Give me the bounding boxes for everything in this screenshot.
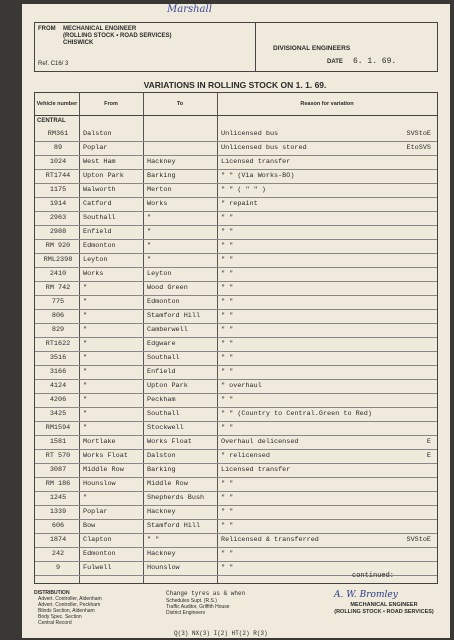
table-row — [35, 295, 437, 310]
reason-cell: " " (Country to Central.Green to Red) — [221, 410, 372, 418]
reason-cell: " " — [221, 256, 234, 264]
reason-cell: " " — [221, 312, 234, 320]
table-row — [35, 463, 437, 478]
distribution-item: Blinds Section, Aldenham — [38, 608, 95, 614]
vehicle-number: 2963 — [49, 214, 67, 222]
vehicle-number: 775 — [51, 298, 65, 306]
from-cell: Fulwell — [83, 564, 112, 572]
reason-cell: " repaint — [221, 200, 258, 208]
vehicle-number: 1175 — [49, 186, 67, 194]
org-line: (ROLLING STOCK • ROAD SERVICES) — [63, 33, 172, 39]
distribution-item: Advert. Controller, Aldenham — [38, 596, 102, 602]
table-row — [35, 253, 437, 268]
reason-cell: " " — [221, 494, 234, 502]
from-cell: Catford — [83, 200, 112, 208]
reason-cell: Licensed transfer — [221, 158, 291, 166]
reason-cell: " " — [221, 354, 234, 362]
from-label: FROM — [38, 26, 56, 32]
to-cell: Merton — [147, 186, 172, 194]
table-row — [35, 169, 437, 184]
vehicle-number: 3516 — [49, 354, 67, 362]
header-from-block — [35, 23, 256, 71]
schedule-item: Schedules Supt. (R.S.) — [166, 598, 217, 604]
table-row — [35, 267, 437, 282]
vehicle-number: 3425 — [49, 410, 67, 418]
from-cell: " — [83, 298, 88, 306]
from-cell: Poplar — [83, 144, 108, 152]
distribution-item: Body Spec. Section — [38, 614, 82, 620]
to-cell: Edmonton — [147, 298, 180, 306]
distribution-item: Central Record — [38, 620, 72, 626]
table-row — [35, 393, 437, 408]
signoff-block — [334, 602, 434, 616]
from-cell: " — [83, 340, 88, 348]
org-line: CHISWICK — [63, 40, 94, 46]
from-cell: Dalston — [83, 130, 112, 138]
distribution-label: DISTRIBUTION — [34, 590, 70, 596]
from-cell: Walworth — [83, 186, 116, 194]
vehicle-number: 4206 — [49, 396, 67, 404]
table-row — [35, 281, 437, 296]
table-row — [35, 183, 437, 198]
status-tag: EtoSVS — [406, 144, 431, 152]
vehicle-number: 806 — [51, 312, 65, 320]
vehicle-number: 1024 — [49, 158, 67, 166]
status-tag: E — [426, 438, 431, 446]
table-row — [35, 323, 437, 338]
table-row — [35, 225, 437, 240]
to-cell: " — [147, 256, 152, 264]
table-row — [35, 337, 437, 352]
from-cell: " — [83, 494, 88, 502]
vehicle-number: 829 — [51, 326, 65, 334]
vehicle-number: 2988 — [49, 228, 67, 236]
reason-cell: " " — [221, 242, 234, 250]
vehicle-number: 1914 — [49, 200, 67, 208]
to-cell: Stamford Hill — [147, 522, 201, 530]
from-cell: " — [83, 312, 88, 320]
reason-cell: " " (Via Works-BO) — [221, 172, 295, 180]
table-header — [35, 93, 437, 116]
to-cell: Hackney — [147, 508, 176, 516]
reason-cell: " relicensed — [221, 452, 270, 460]
from-cell: Middle Row — [83, 466, 124, 474]
reason-cell: " " — [221, 480, 234, 488]
date-value: 6. 1. 69. — [353, 57, 397, 66]
from-cell: Upton Park — [83, 172, 124, 180]
reason-cell: " " — [221, 284, 234, 292]
table-row — [35, 197, 437, 212]
reason-cell: " " — [221, 564, 234, 572]
from-cell: Edmonton — [83, 550, 116, 558]
tyres-note: Change tyres as & when — [166, 590, 246, 597]
table-row — [35, 407, 437, 422]
col-header-to: To — [176, 101, 184, 107]
table-row — [35, 421, 437, 436]
reason-cell: " " — [221, 298, 234, 306]
header-box — [34, 22, 438, 72]
reason-cell: " " — [221, 270, 234, 278]
col-header-from: From — [104, 101, 118, 107]
vehicle-number: 1339 — [49, 508, 67, 516]
to-cell: " — [147, 228, 152, 236]
section-heading: CENTRAL — [37, 118, 66, 124]
org-line: MECHANICAL ENGINEER — [63, 26, 137, 32]
vehicle-number: RT1622 — [45, 340, 71, 348]
vehicle-number: 4124 — [49, 382, 67, 390]
from-cell: " — [83, 396, 88, 404]
to-cell: " — [147, 242, 152, 250]
vehicle-number: 1874 — [49, 536, 67, 544]
recipient-department: DIVISIONAL ENGINEERS — [273, 45, 351, 52]
table-row — [35, 351, 437, 366]
distribution-item: Advert. Controller, Peckham — [38, 602, 101, 608]
to-cell: Works Float — [147, 438, 192, 446]
from-cell: Bow — [83, 522, 96, 530]
table-row — [35, 435, 437, 450]
from-cell: Leyton — [83, 256, 108, 264]
vehicle-number: RM 742 — [45, 284, 71, 292]
to-cell: Hackney — [147, 550, 176, 558]
to-cell: " — [147, 214, 152, 222]
footer — [34, 590, 436, 636]
continued-note: continued: — [352, 572, 395, 580]
to-cell: Stamford Hill — [147, 312, 201, 320]
to-cell: Dalston — [147, 452, 176, 460]
distribution-list — [38, 596, 102, 626]
vehicle-number: 242 — [51, 550, 65, 558]
schedule-item: District Engineers — [166, 610, 206, 616]
schedule-item: Traffic Auditor, Griffith House — [166, 604, 230, 610]
from-cell: Works Float — [83, 452, 128, 460]
to-cell: Southall — [147, 410, 180, 418]
reason-cell: Unlicensed bus — [221, 130, 279, 138]
reason-cell: " " — [221, 228, 234, 236]
schedule-list — [166, 598, 230, 616]
from-cell: " — [83, 368, 88, 376]
from-cell: " — [83, 354, 88, 362]
vehicle-number: 606 — [51, 522, 65, 530]
vehicle-number: 9 — [55, 564, 61, 572]
vehicle-number: RML2398 — [43, 256, 73, 264]
from-cell: " — [83, 382, 88, 390]
to-cell: Middle Row — [147, 480, 188, 488]
reason-cell: " " — [221, 340, 234, 348]
org-name — [63, 26, 172, 47]
reason-cell: " " — [221, 550, 234, 558]
status-tag: SVStoE — [406, 130, 431, 138]
table-row — [35, 309, 437, 324]
reason-cell: Overhaul delicensed — [221, 438, 299, 446]
from-cell: Mortlake — [83, 438, 116, 446]
vehicle-number: RM 186 — [45, 480, 71, 488]
table-row — [35, 379, 437, 394]
handwritten-annotation: Marshall — [167, 4, 212, 15]
to-cell: Hounslow — [147, 564, 180, 572]
table-row — [35, 491, 437, 506]
table-row — [35, 127, 437, 142]
table-row — [35, 239, 437, 254]
reason-cell: " " — [221, 396, 234, 404]
signoff-line: (ROLLING STOCK • ROAD SERVICES) — [334, 609, 434, 615]
from-cell: Works — [83, 270, 104, 278]
signoff-line: MECHANICAL ENGINEER — [350, 602, 418, 608]
table-row — [35, 533, 437, 548]
reason-cell: " " — [221, 214, 234, 222]
from-cell: Edmonton — [83, 242, 116, 250]
from-cell: Hounslow — [83, 480, 116, 488]
table-row — [35, 141, 437, 156]
to-cell: " " — [147, 536, 160, 544]
reason-cell: " " — [221, 326, 234, 334]
to-cell: Enfield — [147, 368, 176, 376]
from-cell: Clapton — [83, 536, 112, 544]
from-cell: Poplar — [83, 508, 108, 516]
document-sheet — [22, 4, 450, 638]
vehicle-number: 89 — [53, 144, 63, 152]
to-cell: Barking — [147, 172, 176, 180]
to-cell: Upton Park — [147, 382, 188, 390]
date-label: DATE — [327, 59, 343, 65]
from-cell: " — [83, 410, 88, 418]
table-row — [35, 365, 437, 380]
status-tag: E — [426, 452, 431, 460]
from-cell: Enfield — [83, 228, 112, 236]
from-cell: " — [83, 284, 88, 292]
table-row — [35, 519, 437, 534]
vehicle-number: 3166 — [49, 368, 67, 376]
from-cell: Southall — [83, 214, 116, 222]
reason-cell: " overhaul — [221, 382, 262, 390]
table-row — [35, 547, 437, 562]
vehicle-number: RM1594 — [45, 424, 71, 432]
distribution-codes: Q(3) NX(3) I(2) HT(2) R(3) — [174, 630, 268, 637]
reason-cell: " " ( " " ) — [221, 186, 266, 194]
status-tag: SVStoE — [406, 536, 431, 544]
signature: A. W. Bromley — [334, 590, 398, 600]
table-row — [35, 211, 437, 226]
table-row — [35, 449, 437, 464]
from-cell: West Ham — [83, 158, 116, 166]
col-header-reason: Reason for variation — [300, 101, 354, 107]
to-cell: Works — [147, 200, 168, 208]
vehicle-number: RM361 — [47, 130, 69, 138]
table-row — [35, 155, 437, 170]
from-cell: " — [83, 326, 88, 334]
reason-cell: Unlicensed bus stored — [221, 144, 307, 152]
vehicle-number: 1581 — [49, 438, 67, 446]
reason-cell: " " — [221, 424, 234, 432]
to-cell: Shepherds Bush — [147, 494, 205, 502]
to-cell: Leyton — [147, 270, 172, 278]
reason-cell: " " — [221, 508, 234, 516]
reason-cell: Relicensed & transferred — [221, 536, 319, 544]
document-title: VARIATIONS IN ROLLING STOCK ON 1. 1. 69. — [143, 80, 327, 90]
reason-cell: " " — [221, 522, 234, 530]
table-row — [35, 505, 437, 520]
col-header-vehicle: Vehicle number — [36, 101, 78, 107]
reason-cell: " " — [221, 368, 234, 376]
vehicle-number: RM 920 — [45, 242, 71, 250]
to-cell: Wood Green — [147, 284, 188, 292]
vehicle-number: 3087 — [49, 466, 67, 474]
to-cell: Southall — [147, 354, 180, 362]
table-row — [35, 477, 437, 492]
vehicle-number: RT1744 — [45, 172, 71, 180]
reference-number: Ref. C16/ 3 — [38, 61, 69, 67]
to-cell: Edgware — [147, 340, 176, 348]
vehicle-number: RT 570 — [45, 452, 71, 460]
to-cell: Peckham — [147, 396, 176, 404]
to-cell: Camberwell — [147, 326, 188, 334]
to-cell: Hackney — [147, 158, 176, 166]
to-cell: Stockwell — [147, 424, 184, 432]
variations-table — [34, 92, 438, 584]
to-cell: Barking — [147, 466, 176, 474]
reason-cell: Licensed transfer — [221, 466, 291, 474]
from-cell: " — [83, 424, 88, 432]
vehicle-number: 2410 — [49, 270, 67, 278]
vehicle-number: 1245 — [49, 494, 67, 502]
